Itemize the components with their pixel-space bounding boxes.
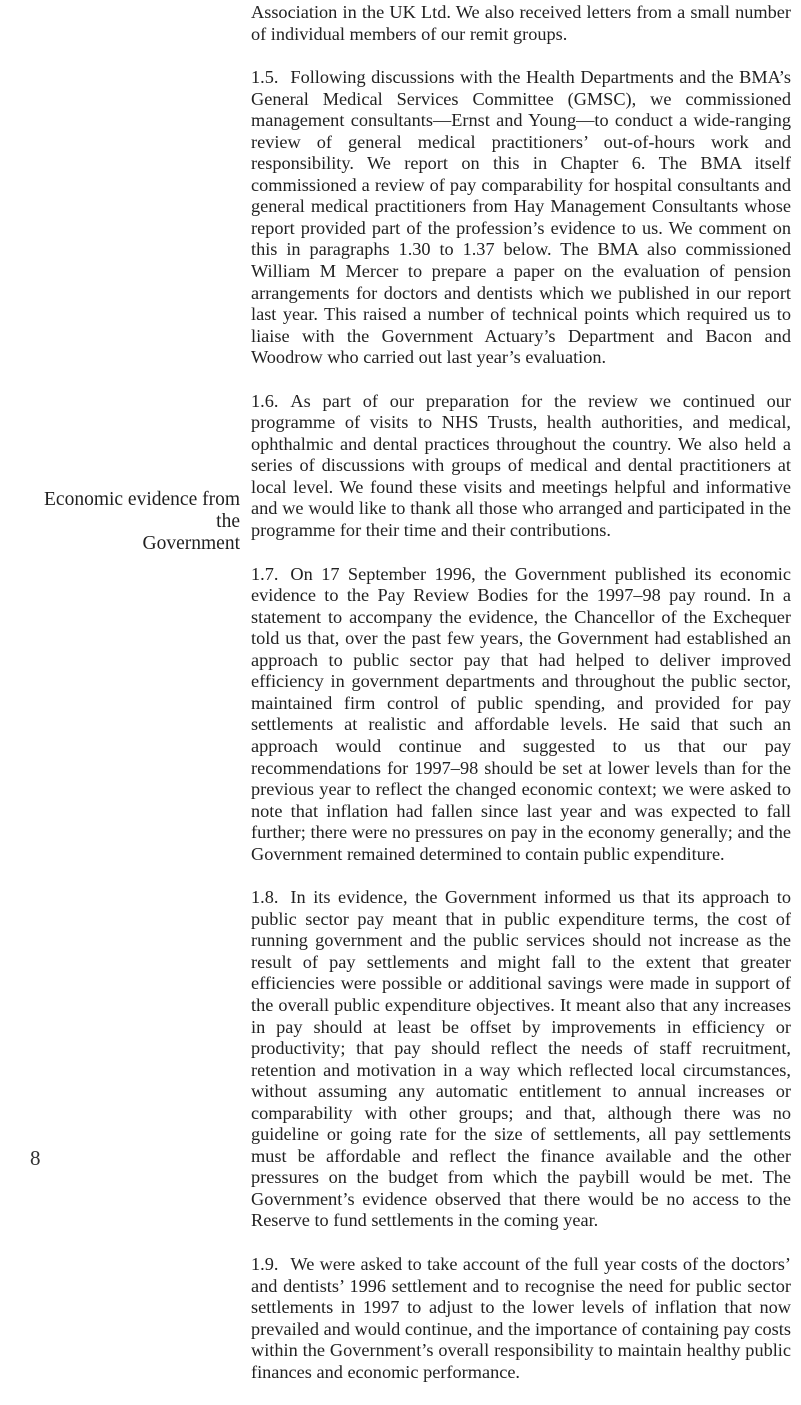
paragraph-number: 1.8. <box>251 887 279 908</box>
paragraph-text: As part of our preparation for the review we continued our programme of visits to NHS Trusts, health authorities, and medical, ophthalmic and dental practices throughout the country. We also held a series of discussions with groups of medical and dental practitioners at local level. We found these visits and meetings helpful and informative and we would like to thank all those who arranged and participated in the programme for their time and their contributions. <box>251 390 791 541</box>
section-heading <box>30 489 240 555</box>
paragraph-text: Association in the UK Ltd. We also received letters from a small number of individual members of our remit groups. <box>251 2 791 44</box>
paragraph-number: 1.7. <box>251 563 279 584</box>
paragraph-number: 1.9. <box>251 1253 279 1274</box>
page-number: 8 <box>30 1146 41 1170</box>
paragraph-text: In its evidence, the Government informed us that its approach to public sector pay meant that in public expenditure terms, the cost of running government and the public services should not increase as the result of pay settlements and might fall to the extent that greater efficiencies were possible or additional savings were made in support of the overall public expenditure objectives. It meant also that any increases in pay should at least be offset by improvements in efficiency or productivity; that pay should reflect the needs of staff recruitment, retention and motivation in a way which reflected local circumstances, without assuming any automatic entitlement to annual increases or comparability with other groups; and that, although there was no guideline or going rate for the size of settlements, all pay settlements must be affordable and reflect the finance available and the other pressures on the budget from which the paybill would be met. The Government’s evidence observed that there would be no access to the Reserve to fund settlements in the coming year. <box>251 887 791 1231</box>
paragraph-number: 1.6. <box>251 390 279 411</box>
paragraph-text: Following discussions with the Health Departments and the BMA’s General Medical Services Committee (GMSC), we commissioned management consultants—Ernst and Young—to conduct a wide-ranging review of general medical practitioners’ out-of-hours work and responsibility. We report on this in Chapter 6. The BMA itself commissioned a review of pay comparability for hospital consultants and general medical practitioners from Hay Management Consultants whose report provided part of the profession’s evidence to us. We comment on this in paragraphs 1.30 to 1.37 below. The BMA also commissioned William M Mercer to prepare a paper on the evaluation of pension arrangements for doctors and dentists which we published in our report last year. This raised a number of technical points which required us to liaise with the Government Actuary’s Department and Bacon and Woodrow who carried out last year’s evaluation. <box>251 67 791 368</box>
paragraph-1-8 <box>251 887 791 1232</box>
paragraph-continuation <box>251 2 791 45</box>
paragraph-1-6 <box>251 391 791 542</box>
paragraph-text: We were asked to take account of the full year costs of the doctors’ and dentists’ 1996 settlement and to recognise the need for public sector settlements in 1997 to adjust to the lower levels of inflation that now prevailed and would continue, and the importance of containing pay costs within the Government’s overall responsibility to maintain healthy public finances and economic performance. <box>251 1253 791 1382</box>
paragraph-1-7 <box>251 564 791 866</box>
paragraph-number: 1.5. <box>251 67 279 88</box>
paragraph-text: On 17 September 1996, the Government published its economic evidence to the Pay Review Bodies for the 1997–98 pay round. In a statement to accompany the evidence, the Chancellor of the Exchequer told us that, over the past few years, the Government had established an approach to public sector pay that had helped to deliver improved efficiency in government departments and throughout the public sector, maintained firm control of public spending, and provided for pay settlements at realistic and affordable levels. He said that such an approach would continue and suggested to us that our pay recommendations for 1997–98 should be set at lower levels than for the previous year to reflect the changed economic context; we were asked to note that inflation had fallen since last year and was expected to fall further; there were no pressures on pay in the economy generally; and the Government remained determined to contain public expenditure. <box>251 563 791 864</box>
section-heading-line-2: Government <box>142 533 240 554</box>
paragraph-1-5 <box>251 67 791 369</box>
paragraph-1-9 <box>251 1254 791 1383</box>
section-heading-line-1: Economic evidence from the <box>44 489 240 532</box>
body-text-column <box>251 2 791 1405</box>
